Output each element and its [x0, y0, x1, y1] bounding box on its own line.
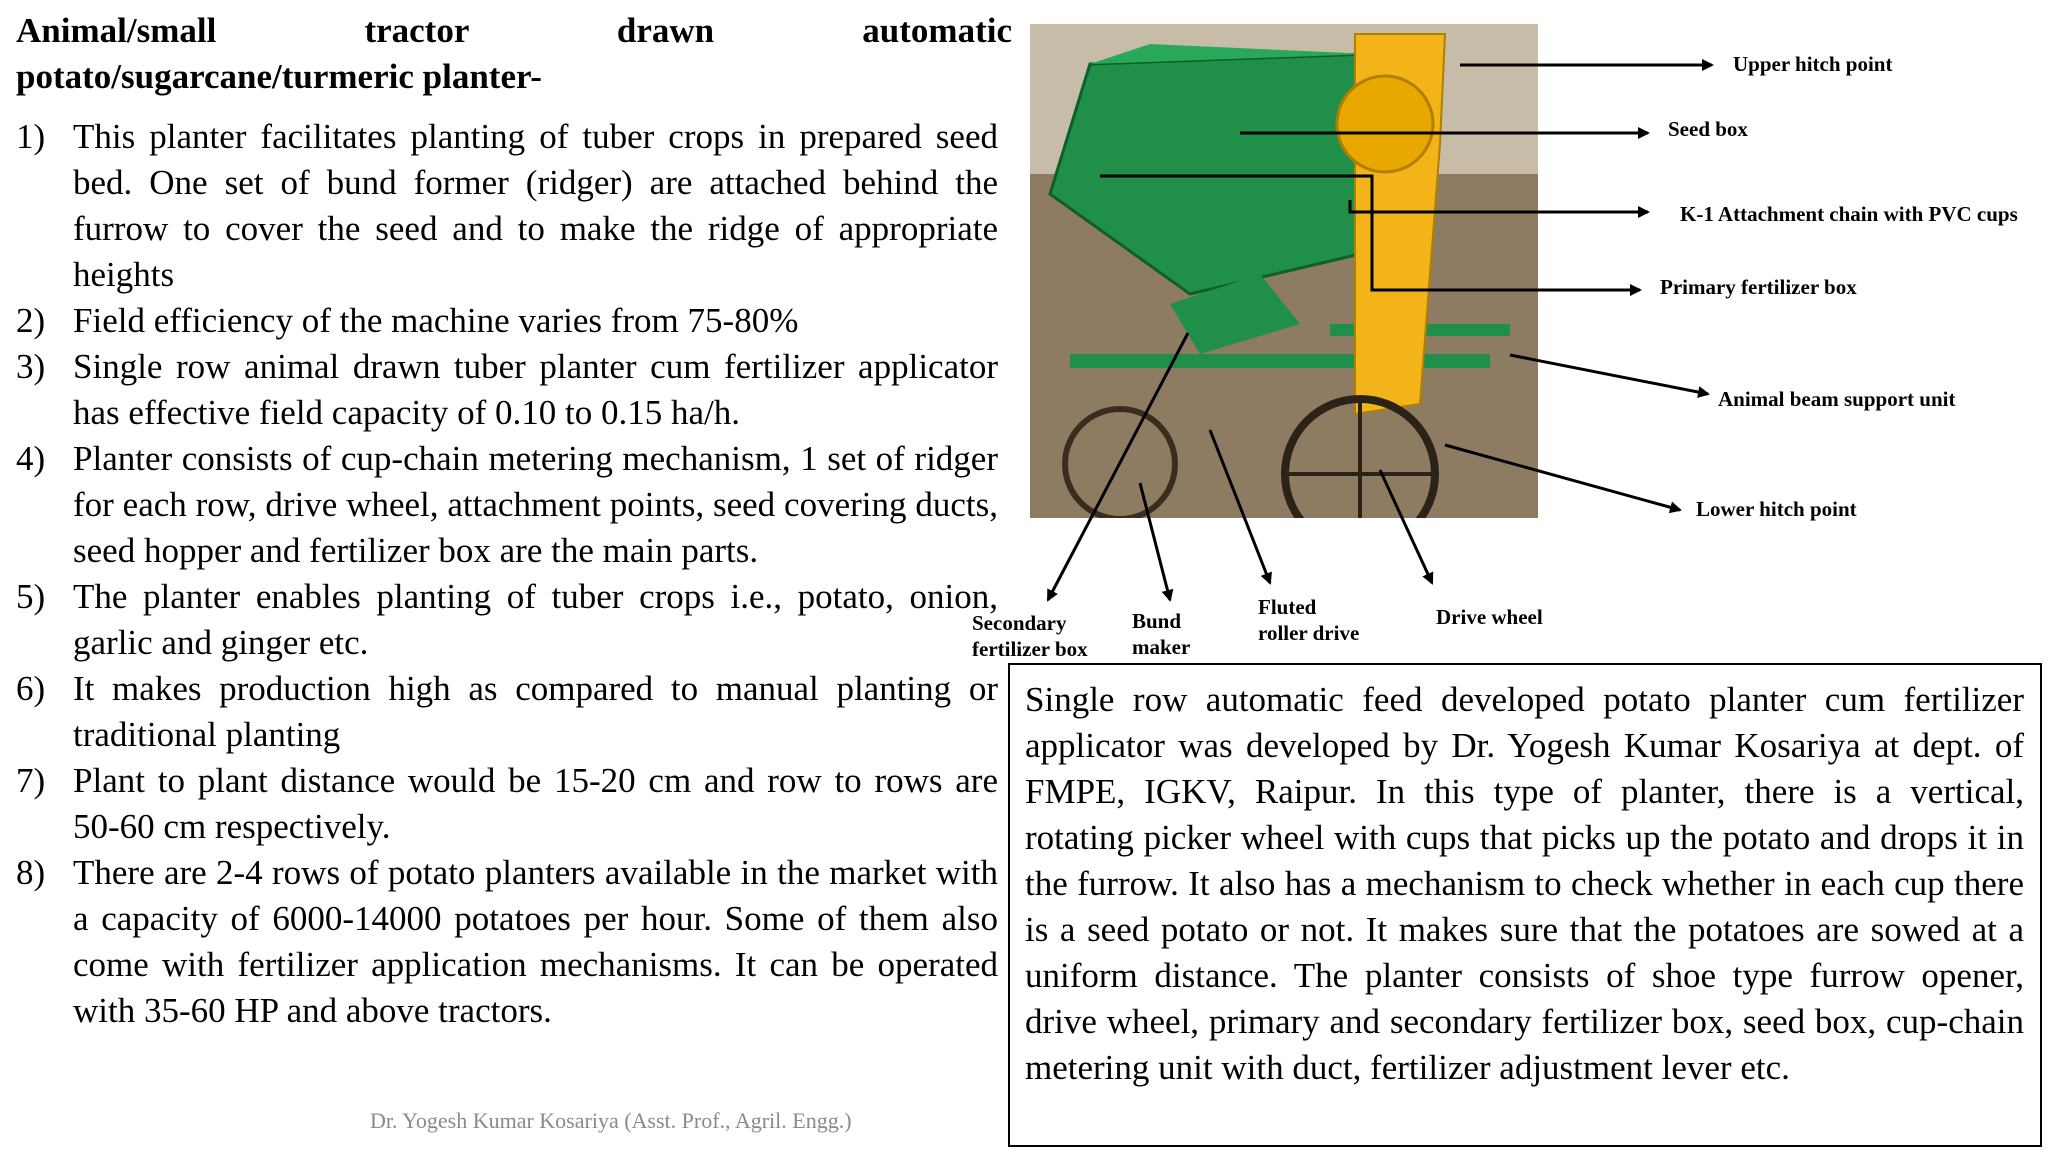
label-secondary-fertilizer: Secondary fertilizer box: [972, 611, 1088, 661]
author-credit: Dr. Yogesh Kumar Kosariya (Asst. Prof., Agril. Engg.): [370, 1108, 852, 1133]
picker-wheel: [1337, 76, 1433, 172]
label-fluted-roller: Fluted roller drive: [1258, 595, 1360, 645]
label-upper-hitch: Upper hitch point: [1733, 52, 1893, 76]
planter-illustration: [1030, 24, 1538, 518]
arrow-animal-beam: [1510, 355, 1708, 394]
list-item: 5) The planter enables planting of tuber crops i.e., potato, onion, garlic and ginger etc.: [16, 577, 998, 662]
planter-photo: [1030, 24, 1538, 518]
label-k1-chain: K-1 Attachment chain with PVC cups: [1680, 202, 2018, 226]
title-line-2: potato/sugarcane/turmeric planter-: [16, 57, 542, 96]
label-drive-wheel: Drive wheel: [1436, 605, 1543, 629]
list-item: 6) It makes production high as compared to manual planting or traditional planting: [16, 669, 998, 754]
list-item: 4) Planter consists of cup-chain metering mechanism, 1 set of ridger for each row, drive wheel, attachment points, seed covering ducts, seed hopper and fertilizer box are the main parts.: [16, 439, 998, 570]
label-lower-hitch: Lower hitch point: [1696, 497, 1857, 521]
title-line-1: Animal/small tractor drawn automatic: [16, 11, 1012, 50]
description-box: Single row automatic feed developed potato planter cum fertilizer applicator was developed by Dr. Yogesh Kumar Kosariya at dept. of FMPE, IGKV, Raipur. In this type of planter, there is a vertical, rotating picker wheel with cups that picks up the potato and drops it in the furrow. It also has a mechanism to check whether in each cup there is a seed potato or not. It makes sure that the potatoes are sowed at a uniform distance. The planter consists of shoe type furrow opener, drive wheel, primary and secondary fertilizer box, seed box, cup-chain metering unit with duct, fertilizer adjustment lever etc.: [1008, 663, 2042, 1147]
frame-bar: [1070, 354, 1490, 368]
list-item: 8) There are 2-4 rows of potato planters available in the market with a capacity of 6000-14000 potatoes per hour. Some of them also come with fertilizer application mechanisms. It can be operated with 35-60 HP and above tractors.: [16, 853, 998, 1030]
label-seed-box: Seed box: [1668, 117, 1748, 141]
feature-list: [16, 114, 998, 1034]
list-item: 2) Field efficiency of the machine varies from 75-80%: [16, 301, 799, 340]
label-primary-fertilizer: Primary fertilizer box: [1660, 275, 1857, 299]
slide-title: [16, 8, 1012, 100]
list-item: 7) Plant to plant distance would be 15-20 cm and row to rows are 50-60 cm respectively.: [16, 761, 998, 846]
label-bund-maker: Bund maker: [1132, 609, 1191, 659]
label-animal-beam: Animal beam support unit: [1718, 387, 1956, 411]
list-item: 3) Single row animal drawn tuber planter cum fertilizer applicator has effective field capacity of 0.10 to 0.15 ha/h.: [16, 347, 998, 432]
list-item: 1) This planter facilitates planting of tuber crops in prepared seed bed. One set of bund former (ridger) are attached behind the furrow to cover the seed and to make the ridge of appropriate heights: [16, 117, 998, 294]
